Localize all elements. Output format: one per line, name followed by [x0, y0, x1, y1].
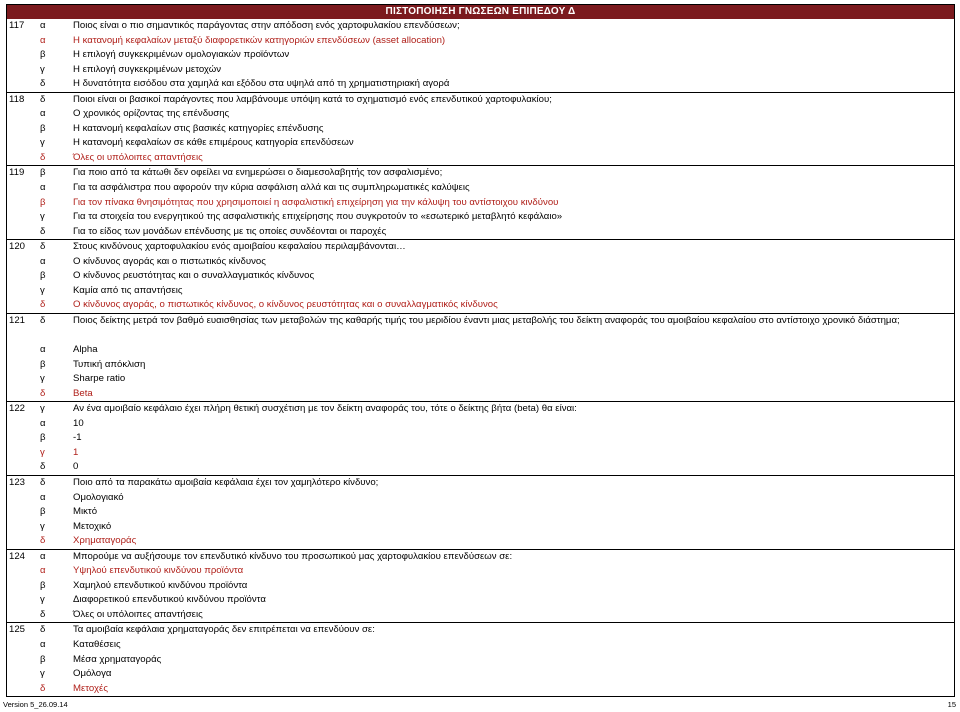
- question-number: 117: [9, 20, 25, 31]
- question-number: 125: [9, 624, 26, 636]
- option-row: [7, 269, 954, 284]
- question-row: [7, 401, 954, 417]
- question-row: [7, 165, 954, 181]
- option-letter: α: [40, 417, 46, 429]
- option-letter: δ: [40, 608, 46, 620]
- option-text: 0: [73, 461, 79, 473]
- option-text: Ο κίνδυνος ρευστότητας και ο συναλλαγματικός κίνδυνος: [73, 270, 315, 282]
- question-sheet: [6, 4, 955, 697]
- question-text: Τα αμοιβαία κεφάλαια χρηματαγοράς δεν επιτρέπεται να επενδύουν σε:: [73, 624, 375, 636]
- option-row: [7, 284, 954, 299]
- option-row: [7, 136, 954, 151]
- option-text: 10: [73, 417, 84, 429]
- option-letter: γ: [40, 284, 45, 296]
- option-letter: δ: [40, 535, 46, 547]
- question-row: [7, 475, 954, 491]
- option-row: [7, 460, 954, 475]
- answer-key: α: [40, 550, 46, 562]
- option-letter: α: [40, 255, 46, 267]
- option-text: Χαμηλού επενδυτικού κινδύνου προϊόντα: [73, 579, 248, 591]
- question-number: 124: [9, 550, 26, 562]
- option-text-correct: Η κατανομή κεφαλαίων μεταξύ διαφορετικών κατηγοριών επενδύσεων (asset allocation): [73, 34, 446, 46]
- option-letter: β: [40, 358, 46, 370]
- option-letter: γ: [40, 137, 45, 149]
- option-text: Μετοχικό: [73, 520, 112, 532]
- answer-key: δ: [40, 314, 46, 326]
- option-text: Μικτό: [73, 506, 98, 518]
- option-letter: γ: [40, 373, 45, 385]
- option-row: [7, 534, 954, 549]
- option-row: [7, 431, 954, 446]
- answer-key: δ: [40, 476, 46, 488]
- option-row: [7, 491, 954, 506]
- option-text: Για τα στοιχεία του ενεργητικού της ασφαλιστικής επιχείρησης που συγκροτούν το «εσωτερικό μεταβλητό κεφάλαιο»: [73, 211, 563, 223]
- question-row: [7, 622, 954, 638]
- option-letter: β: [40, 432, 46, 444]
- option-text: Για τα ασφάλιστρα που αφορούν την κύρια ασφάλιση αλλά και τις συμπληρωματικές καλύψεις: [73, 182, 470, 194]
- question-number: 120: [9, 241, 26, 253]
- option-letter: γ: [40, 211, 45, 223]
- answer-key: α: [40, 20, 46, 31]
- question-list: [7, 19, 954, 696]
- option-row: [7, 225, 954, 240]
- option-letter: β: [40, 506, 46, 518]
- answer-key: δ: [40, 93, 46, 105]
- question-text: Στους κινδύνους χαρτοφυλακίου ενός αμοιβαίου κεφαλαίου περιλαμβάνονται…: [73, 241, 406, 253]
- page-number: 15: [947, 700, 956, 709]
- option-text: Η κατανομή κεφαλαίων σε κάθε επιμέρους κατηγορία επενδύσεων: [73, 137, 354, 149]
- version-label: Version 5_26.09.14: [3, 700, 68, 709]
- option-letter: α: [40, 344, 46, 356]
- question-number: 118: [9, 93, 25, 105]
- answer-key: γ: [40, 403, 45, 415]
- option-letter: β: [40, 196, 46, 208]
- option-letter: α: [40, 182, 46, 194]
- option-letter: δ: [40, 387, 46, 399]
- question-row: [7, 239, 954, 255]
- option-row: [7, 255, 954, 270]
- option-row: [7, 77, 954, 92]
- option-letter: δ: [40, 225, 46, 237]
- option-letter: δ: [40, 151, 46, 163]
- option-text-correct: Beta: [73, 387, 93, 399]
- option-text: Ο κίνδυνος αγοράς και ο πιστωτικός κίνδυνος: [73, 255, 266, 267]
- option-row: [7, 210, 954, 225]
- question-text: Ποιος δείκτης μετρά τον βαθμό ευαισθησίας των μεταβολών της καθαρής τιμής του μεριδίου έναντι μιας μεταβολής του δείκτη αναφοράς του αμοιβαίου κεφαλαίου στο αντίστοιχο χρονικό διάστημα;: [73, 314, 900, 326]
- question-number: 121: [9, 314, 26, 326]
- option-text-correct: Υψηλού επενδυτικού κινδύνου προϊόντα: [73, 565, 244, 577]
- option-text: Καταθέσεις: [73, 638, 121, 650]
- question-text: Ποιος είναι ο πιο σημαντικός παράγοντας στην απόδοση ενός χαρτοφυλακίου επενδύσεων;: [73, 20, 460, 31]
- option-row: [7, 608, 954, 623]
- option-text-correct: 1: [73, 446, 79, 458]
- answer-key: δ: [40, 241, 46, 253]
- option-row: [7, 358, 954, 373]
- answer-key: β: [40, 167, 46, 179]
- option-letter: β: [40, 579, 46, 591]
- option-row: [7, 417, 954, 432]
- option-text: Για το είδος των μονάδων επένδυσης με τις οποίες συνδέονται οι παροχές: [73, 225, 387, 237]
- question-number: 122: [9, 403, 26, 415]
- option-row: [7, 34, 954, 49]
- option-letter: α: [40, 638, 46, 650]
- option-text: Ομόλογα: [73, 668, 112, 680]
- question-text: Μπορούμε να αυξήσουμε τον επενδυτικό κίνδυνο του προσωπικού μας χαρτοφυλακίου επενδύσεων σε:: [73, 550, 513, 562]
- option-text: Τυπική απόκλιση: [73, 358, 146, 370]
- option-row: [7, 343, 954, 358]
- page-title: ΠΙΣΤΟΠΟΙΗΣΗ ΓΝΩΣΕΩΝ ΕΠΙΠΕΔΟΥ Δ: [7, 5, 954, 19]
- option-text-correct: Όλες οι υπόλοιπες απαντήσεις: [73, 151, 203, 163]
- option-letter: γ: [40, 668, 45, 680]
- option-row: [7, 446, 954, 461]
- option-letter: β: [40, 49, 46, 61]
- option-row: [7, 579, 954, 594]
- option-text-correct: Ο κίνδυνος αγοράς, ο πιστωτικός κίνδυνος, ο κίνδυνος ρευστότητας και ο συναλλαγματικός κίνδυνος: [73, 299, 498, 311]
- question-row: [7, 313, 954, 343]
- option-row: [7, 520, 954, 535]
- option-letter: δ: [40, 299, 46, 311]
- option-row: [7, 564, 954, 579]
- question-text: Αν ένα αμοιβαίο κεφάλαιο έχει πλήρη θετική συσχέτιση με τον δείκτη αναφοράς του, τότε ο δείκτης βήτα (beta) θα είναι:: [73, 403, 577, 415]
- option-letter: δ: [40, 78, 46, 90]
- option-letter: γ: [40, 520, 45, 532]
- option-row: [7, 63, 954, 78]
- option-row: [7, 181, 954, 196]
- option-text: Sharpe ratio: [73, 373, 126, 385]
- option-row: [7, 638, 954, 653]
- option-letter: γ: [40, 594, 45, 606]
- option-text-correct: Μετοχές: [73, 682, 108, 694]
- question-text: Για ποιο από τα κάτωθι δεν οφείλει να ενημερώσει ο διαμεσολαβητής τον ασφαλισμένο;: [73, 167, 443, 179]
- option-row: [7, 653, 954, 668]
- option-text: Η κατανομή κεφαλαίων στις βασικές κατηγορίες επένδυσης: [73, 122, 324, 134]
- question-row: [7, 92, 954, 108]
- option-text: Μέσα χρηματαγοράς: [73, 653, 162, 665]
- option-row: [7, 667, 954, 682]
- option-letter: α: [40, 108, 46, 120]
- option-row: [7, 196, 954, 211]
- option-row: [7, 107, 954, 122]
- option-letter: α: [40, 34, 46, 46]
- answer-key: δ: [40, 624, 46, 636]
- option-text: -1: [73, 432, 82, 444]
- option-row: [7, 151, 954, 166]
- question-row: [7, 19, 954, 34]
- option-row: [7, 593, 954, 608]
- option-text: Η επιλογή συγκεκριμένων μετοχών: [73, 63, 221, 75]
- option-row: [7, 298, 954, 313]
- question-row: [7, 549, 954, 565]
- option-text: Η επιλογή συγκεκριμένων ομολογιακών προϊόντων: [73, 49, 290, 61]
- option-text: Ομολογιακό: [73, 491, 124, 503]
- option-letter: α: [40, 491, 46, 503]
- question-text: Ποιο από τα παρακάτω αμοιβαία κεφάλαια έχει τον χαμηλότερο κίνδυνο;: [73, 476, 379, 488]
- option-text-correct: Για τον πίνακα θνησιμότητας που χρησιμοποιεί η ασφαλιστική επιχείρηση για την κάλυψη του αντίστοιχου κινδύνου: [73, 196, 559, 208]
- option-text: Καμία από τις απαντήσεις: [73, 284, 183, 296]
- option-letter: γ: [40, 446, 45, 458]
- question-number: 119: [9, 167, 25, 179]
- option-letter: δ: [40, 682, 46, 694]
- option-letter: δ: [40, 461, 46, 473]
- option-text: Ο χρονικός ορίζοντας της επένδυσης: [73, 108, 230, 120]
- option-text: Διαφορετικού επενδυτικού κινδύνου προϊόντα: [73, 594, 266, 606]
- option-text: Alpha: [73, 344, 98, 356]
- option-letter: β: [40, 122, 46, 134]
- option-text: Όλες οι υπόλοιπες απαντήσεις: [73, 608, 203, 620]
- question-number: 123: [9, 476, 26, 488]
- option-letter: γ: [40, 63, 45, 75]
- option-letter: β: [40, 270, 46, 282]
- option-text: Η δυνατότητα εισόδου στα χαμηλά και εξόδου στα υψηλά από τη χρηματιστηριακή αγορά: [73, 78, 450, 90]
- question-text: Ποιοι είναι οι βασικοί παράγοντες που λαμβάνουμε υπόψη κατά το σχηματισμό ενός επενδυτικού χαρτοφυλακίου;: [73, 93, 552, 105]
- option-row: [7, 372, 954, 387]
- option-letter: α: [40, 565, 46, 577]
- option-row: [7, 48, 954, 63]
- option-row: [7, 682, 954, 697]
- option-row: [7, 505, 954, 520]
- option-row: [7, 122, 954, 137]
- option-letter: β: [40, 653, 46, 665]
- option-text-correct: Χρηματαγοράς: [73, 535, 137, 547]
- option-row: [7, 387, 954, 402]
